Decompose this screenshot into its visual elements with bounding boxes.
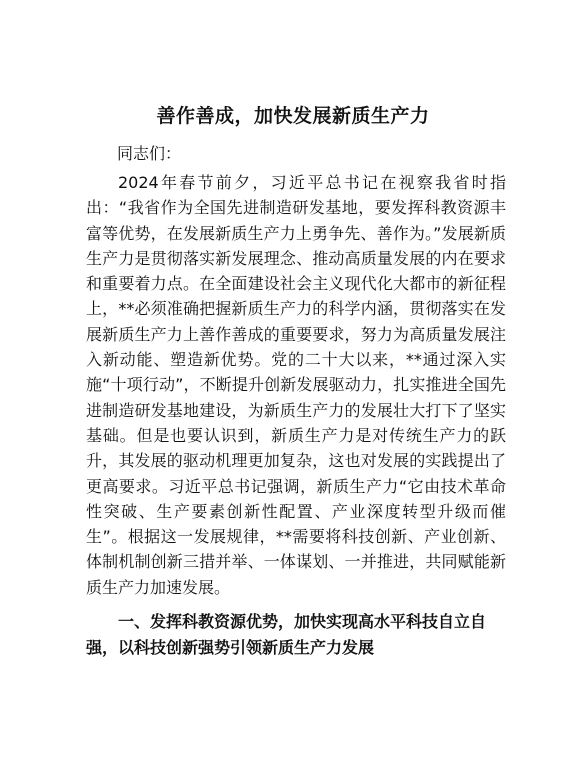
body-paragraph: 2024年春节前夕，习近平总书记在视察我省时指出：“我省作为全国先进制造研发基地，要发挥科教资源丰富等优势，在发展新质生产力上勇争先、善作为。”发展新质生产力是贯彻落实新发展理念、推动高质量发展的内在要求和重要着力点。在全面建设社会主义现代化大都市的新征程上，**必须准确把握新质生产力的科学内涵，贯彻落实在发展新质生产力上善作善成的重要要求，努力为高质量发展注入新动能、塑造新优势。党的二十大以来，**通过深入实施“十项行动”，不断提升创新发展驱动力，扎实推进全国先进制造研发基地建设，为新质生产力的发展壮大打下了坚实基础。但是也要认识到，新质生产力是对传统生产力的跃升，其发展的驱动机理更加复杂，这也对发展的实践提出了更高要求。习近平总书记强调，新质生产力“它由技术革命性突破、生产要素创新性配置、产业深度转型升级而催生”。根据这一发展规律，**需要将科技创新、产业创新、体制机制创新三措并举、一体谋划、一并推进，共同赋能新质生产力加速发展。 xyxy=(86,173,506,597)
greeting: 同志们： xyxy=(117,144,182,163)
document-title: 善作善成，加快发展新质生产力 xyxy=(156,105,430,127)
section-heading: 一、发挥科教资源优势，加快实现高水平科技自立自强，以科技创新强势引领新质生产力发展 xyxy=(86,612,487,657)
